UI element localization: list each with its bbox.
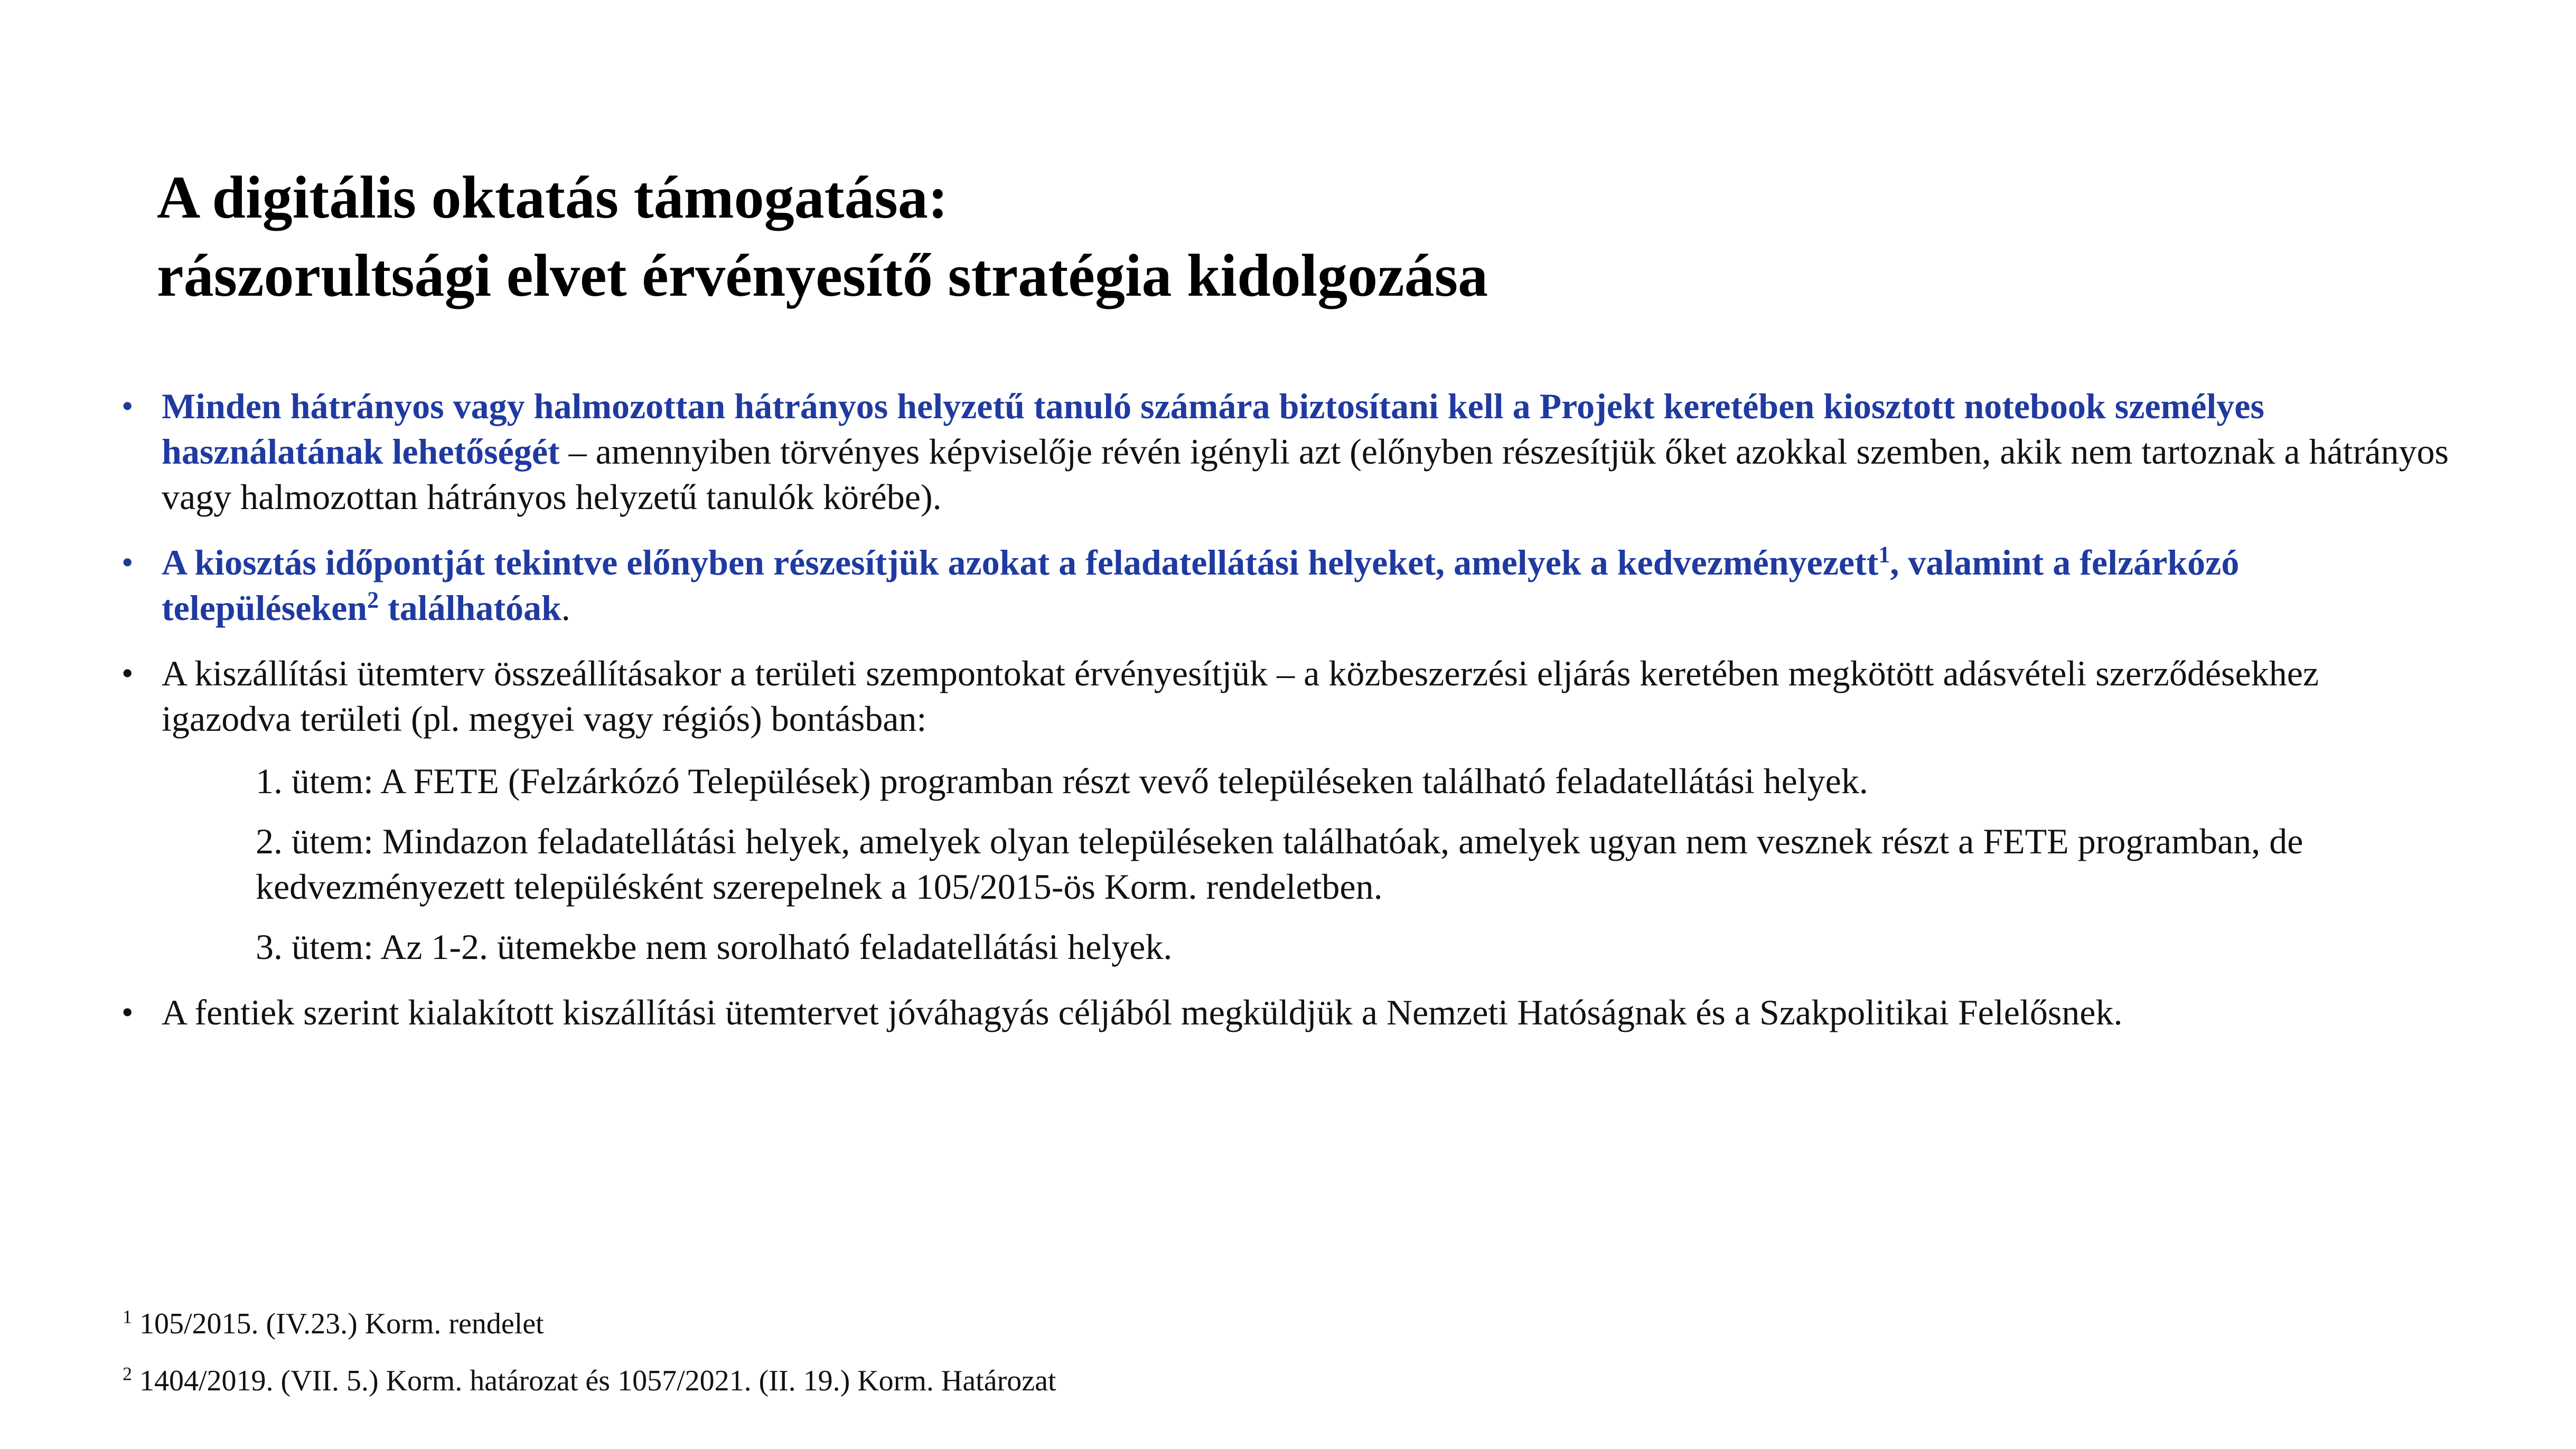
bullet-1-bold: Minden hátrányos vagy halmozottan hátrányos helyzetű tanuló számára biztosítani kell a Projekt keretében kiosztott notebook személyes használatának lehetőségét	[162, 386, 2264, 472]
bullet-item-4	[121, 990, 2456, 1035]
stage-item-3: 3. ütem: Az 1-2. ütemekbe nem sorolható feladatellátási helyek.	[256, 927, 1173, 967]
footnote-ref-1: 1	[1878, 541, 1890, 568]
bullet-1-rest: – amennyiben törvényes képviselője révén igényli azt (előnyben részesítjük őket azokkal szemben, akik nem tartoznak a hátrányos vagy halmozottan hátrányos helyzetű tanulók körébe).	[162, 431, 2449, 517]
footnotes	[123, 1305, 2394, 1419]
footnote-2-text: 1404/2019. (VII. 5.) Korm. határozat és 1057/2021. (II. 19.) Korm. Határozat	[132, 1365, 1056, 1397]
bullet-4-text: A fentiek szerint kialakított kiszállítási ütemtervet jóváhagyás céljából megküldjük a Nemzeti Hatóságnak és a Szakpolitikai Felelősnek.	[162, 992, 2123, 1032]
title-line-2: rászorultsági elvet érvényesítő stratégia kidolgozása	[157, 242, 1488, 309]
stage-item-2: 2. ütem: Mindazon feladatellátási helyek, amelyek olyan településeken találhatóak, amelyek ugyan nem vesznek részt a FETE programban, de kedvezményezett településként szerepelnek a 105/2015-ös Korm. rendeletben.	[256, 821, 2303, 907]
bullet-item-1	[121, 383, 2456, 520]
footnote-1-text: 105/2015. (IV.23.) Korm. rendelet	[132, 1307, 544, 1340]
stage-list	[162, 758, 2456, 970]
slide-title	[157, 158, 2428, 315]
bullet-dot: •	[121, 543, 134, 581]
bullet-dot: •	[121, 387, 134, 425]
bullet-dot: •	[121, 654, 134, 692]
bullet-2-part-2: , valamint a felzárkózó településeken	[162, 542, 2240, 628]
bullet-item-3	[121, 651, 2456, 970]
bullet-2-part-3: találhatóak	[379, 588, 561, 628]
footnote-ref-2: 2	[367, 587, 379, 613]
bullet-list	[121, 383, 2456, 1055]
footnote-2-mark: 2	[123, 1363, 132, 1385]
title-line-1: A digitális oktatás támogatása:	[157, 164, 948, 231]
footnote-1	[123, 1305, 2394, 1342]
bullet-2-end: .	[561, 588, 570, 628]
stage-item-1: 1. ütem: A FETE (Felzárkózó Települések) programban részt vevő településeken található feladatellátási helyek.	[256, 761, 1868, 801]
bullet-3-text: A kiszállítási ütemterv összeállításakor a területi szempontokat érvényesítjük – a közbeszerzési eljárás keretében megkötött adásvételi szerződésekhez igazodva területi (pl. megyei vagy régiós) bontásban:	[162, 653, 2319, 739]
bullet-dot: •	[121, 993, 134, 1031]
footnote-2	[123, 1362, 2394, 1399]
bullet-2-part-1: A kiosztás időpontját tekintve előnyben részesítjük azokat a feladatellátási helyeket, amelyek a kedvezményezett	[162, 542, 1879, 582]
footnote-1-mark: 1	[123, 1306, 132, 1328]
bullet-item-2	[121, 540, 2456, 631]
